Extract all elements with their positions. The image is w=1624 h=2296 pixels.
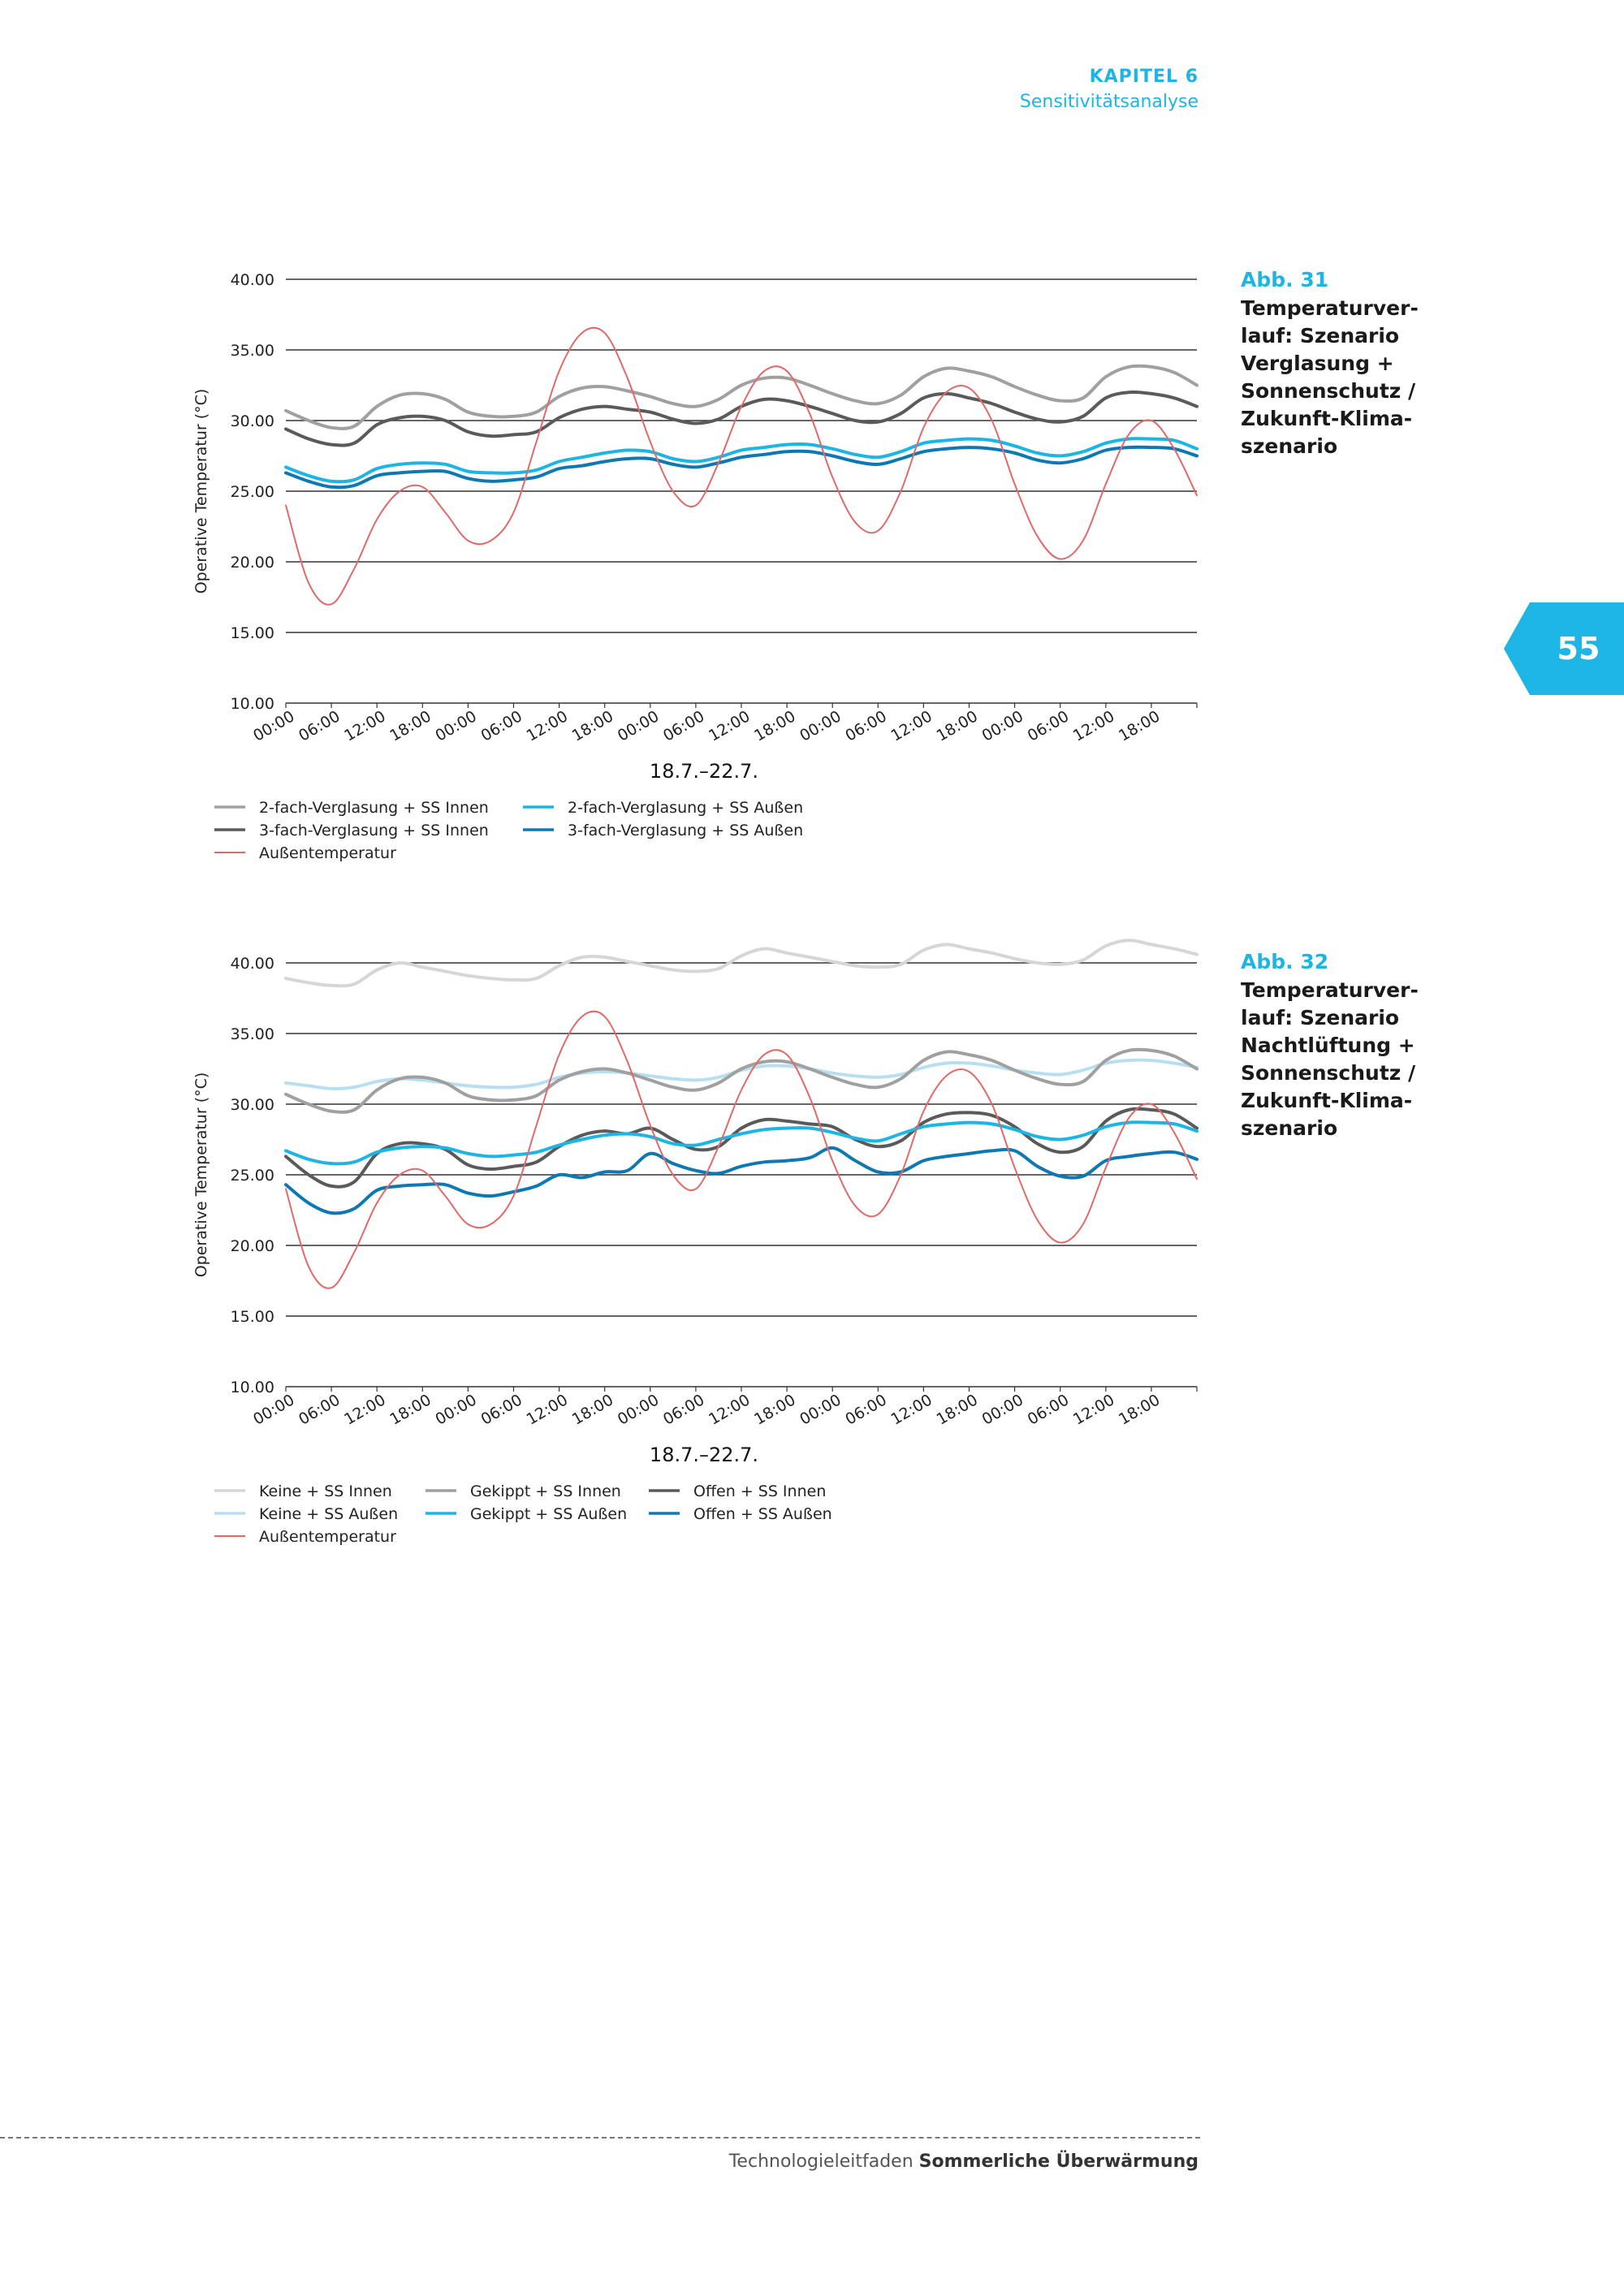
x-tick-label: 00:00 <box>250 707 298 745</box>
y-tick-label: 30.00 <box>230 412 274 430</box>
series-line <box>286 447 1197 487</box>
legend-label: Gekippt + SS Innen <box>470 1482 621 1500</box>
page-number: 55 <box>1557 631 1600 667</box>
x-tick-label: 18:00 <box>1115 1391 1164 1429</box>
y-tick-label: 40.00 <box>230 271 274 289</box>
x-tick-label: 12:00 <box>523 1391 572 1429</box>
series-line <box>286 1148 1197 1213</box>
x-tick-label: 18:00 <box>751 1391 799 1429</box>
x-tick-label: 00:00 <box>432 1391 480 1429</box>
figure-32-title: Temperaturver- lauf: Szenario Nachtlüftung + Sonnenschutz / Zukunft-Klima- szenario <box>1241 978 1419 1140</box>
y-tick-label: 35.00 <box>230 1025 274 1043</box>
legend-label: Keine + SS Außen <box>259 1505 399 1523</box>
x-axis-label: 18.7.–22.7. <box>649 760 759 783</box>
legend-label: Offen + SS Innen <box>693 1482 827 1500</box>
y-axis-label: Operative Temperatur (°C) <box>192 1072 210 1278</box>
x-tick-label: 06:00 <box>1024 1391 1073 1429</box>
x-tick-label: 12:00 <box>523 707 572 745</box>
y-axis-label: Operative Temperatur (°C) <box>192 388 210 594</box>
x-tick-label: 18:00 <box>568 707 617 745</box>
figure-32-number: Abb. 32 <box>1241 950 1329 973</box>
x-tick-label: 18:00 <box>568 1391 617 1429</box>
series-line <box>286 1012 1197 1288</box>
figure-31-number: Abb. 31 <box>1241 268 1329 291</box>
page-number-tab <box>1504 602 1624 695</box>
legend-label: Außentemperatur <box>259 1528 396 1546</box>
chart-svg-31 <box>185 268 1210 862</box>
y-tick-label: 20.00 <box>230 554 274 572</box>
figure-31-caption <box>1241 268 1444 460</box>
chapter-subtitle: Sensitivitätsanalyse <box>1019 92 1199 112</box>
x-tick-label: 12:00 <box>888 1391 935 1429</box>
chapter-header <box>1020 67 1199 112</box>
x-tick-label: 12:00 <box>341 707 389 745</box>
y-tick-label: 10.00 <box>230 1379 274 1396</box>
x-tick-label: 12:00 <box>706 1391 754 1429</box>
x-tick-label: 00:00 <box>250 1391 298 1429</box>
series-line <box>286 366 1197 429</box>
x-tick-label: 18:00 <box>933 707 981 745</box>
y-tick-label: 25.00 <box>230 1167 274 1185</box>
x-tick-label: 18:00 <box>751 707 799 745</box>
x-tick-label: 18:00 <box>933 1391 981 1429</box>
x-tick-label: 00:00 <box>432 707 480 745</box>
x-tick-label: 06:00 <box>659 707 708 745</box>
figure-32-caption <box>1241 950 1444 1142</box>
legend-label: Offen + SS Außen <box>693 1505 832 1523</box>
chapter-label: KAPITEL 6 <box>1089 67 1199 87</box>
x-tick-label: 00:00 <box>797 1391 844 1429</box>
x-tick-label: 06:00 <box>1024 707 1073 745</box>
y-tick-label: 40.00 <box>230 955 274 973</box>
x-tick-label: 00:00 <box>614 1391 663 1429</box>
x-tick-label: 00:00 <box>614 707 663 745</box>
x-tick-label: 06:00 <box>296 707 343 745</box>
x-tick-label: 00:00 <box>797 707 844 745</box>
x-tick-label: 06:00 <box>842 707 890 745</box>
x-tick-label: 12:00 <box>1069 1391 1118 1429</box>
y-tick-label: 15.00 <box>230 1308 274 1326</box>
y-tick-label: 25.00 <box>230 483 274 501</box>
legend-label: 3-fach-Verglasung + SS Innen <box>259 822 489 839</box>
y-tick-label: 15.00 <box>230 624 274 642</box>
x-tick-label: 18:00 <box>387 707 434 745</box>
x-tick-label: 00:00 <box>978 707 1027 745</box>
x-tick-label: 18:00 <box>387 1391 434 1429</box>
chart-figure-31 <box>185 268 1210 862</box>
y-tick-label: 10.00 <box>230 695 274 713</box>
footer-divider <box>0 2137 1200 2138</box>
figure-31-title: Temperaturver- lauf: Szenario Verglasung + Sonnenschutz / Zukunft-Klima- szenario <box>1241 296 1419 458</box>
x-tick-label: 18:00 <box>1115 707 1164 745</box>
y-tick-label: 35.00 <box>230 342 274 360</box>
x-tick-label: 06:00 <box>477 1391 525 1429</box>
legend-label: 3-fach-Verglasung + SS Außen <box>568 822 804 839</box>
x-tick-label: 12:00 <box>1069 707 1118 745</box>
legend-label: 2-fach-Verglasung + SS Außen <box>568 799 804 817</box>
y-tick-label: 30.00 <box>230 1096 274 1114</box>
x-tick-label: 00:00 <box>978 1391 1027 1429</box>
chart-figure-32 <box>185 952 1210 1546</box>
chart-svg-32 <box>185 952 1210 1546</box>
x-tick-label: 12:00 <box>341 1391 389 1429</box>
x-tick-label: 06:00 <box>296 1391 343 1429</box>
x-tick-label: 12:00 <box>888 707 935 745</box>
x-tick-label: 06:00 <box>842 1391 890 1429</box>
x-tick-label: 06:00 <box>659 1391 708 1429</box>
legend-label: 2-fach-Verglasung + SS Innen <box>259 799 489 817</box>
x-tick-label: 12:00 <box>706 707 754 745</box>
series-line <box>286 328 1197 605</box>
footer-bold: Sommerliche Überwärmung <box>918 2151 1199 2172</box>
x-tick-label: 06:00 <box>477 707 525 745</box>
footer-text: Technologieleitfaden <box>728 2151 914 2172</box>
legend-label: Außentemperatur <box>259 844 396 862</box>
y-tick-label: 20.00 <box>230 1237 274 1255</box>
x-axis-label: 18.7.–22.7. <box>649 1444 759 1466</box>
footer <box>729 2151 1199 2172</box>
legend-label: Keine + SS Innen <box>259 1482 392 1500</box>
legend-label: Gekippt + SS Außen <box>470 1505 628 1523</box>
series-line <box>286 438 1197 481</box>
